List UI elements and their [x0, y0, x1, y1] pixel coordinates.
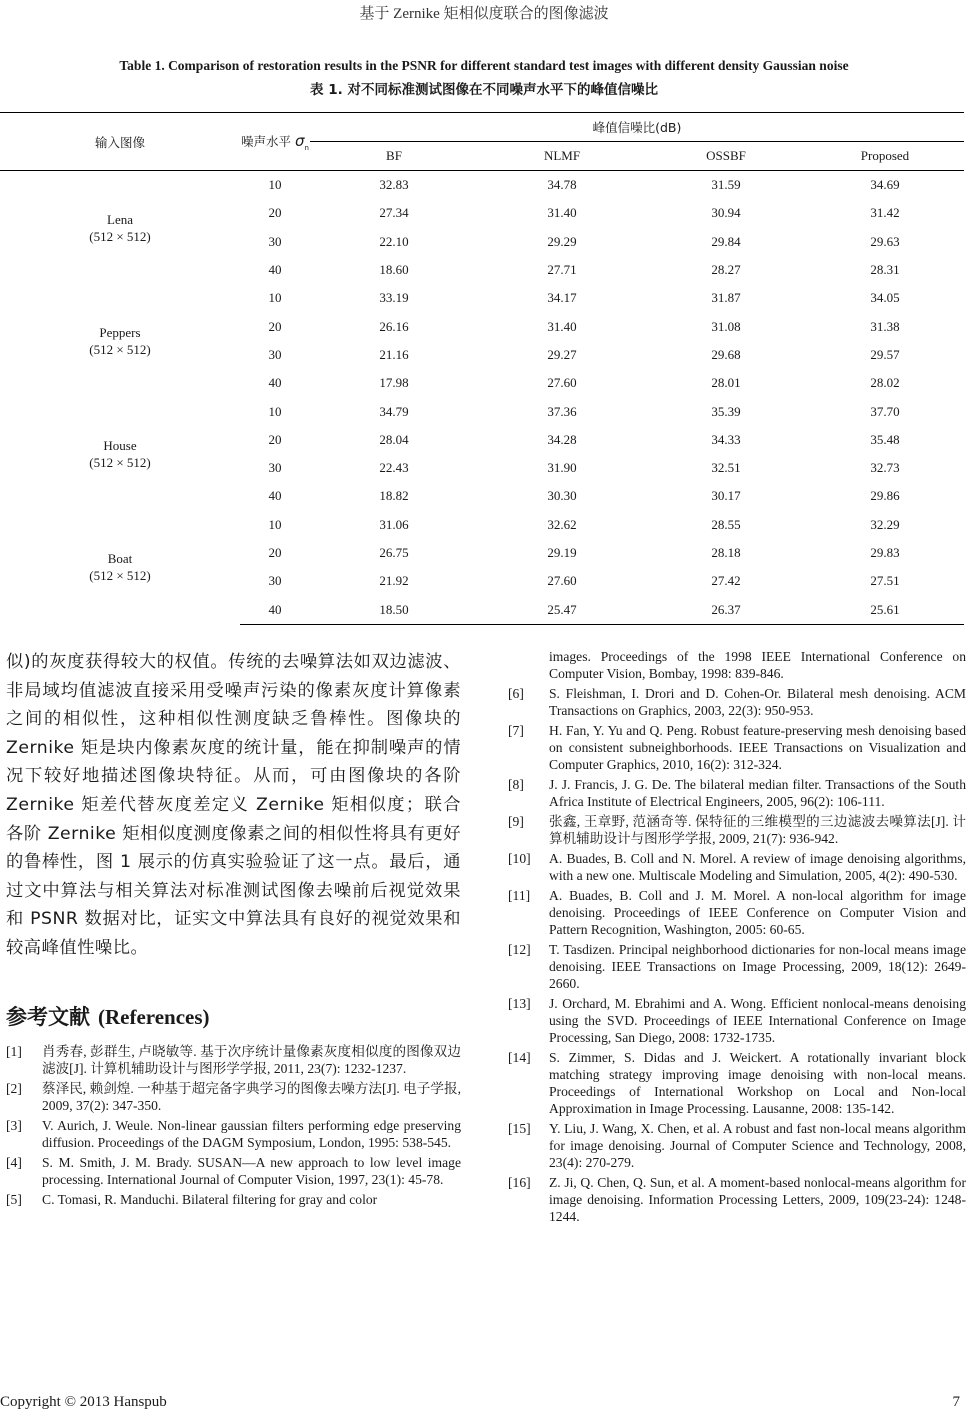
psnr-value-cell: 37.70: [870, 403, 900, 419]
reference-text: 张鑫, 王章野, 范涵奇等. 保特征的三维模型的三边滤波去噪算法[J]. 计算机辅助设计与图形学学报, 2009, 21(7): 936-942.: [549, 814, 966, 846]
psnr-value-cell: 34.69: [870, 177, 900, 193]
psnr-value-cell: 18.82: [379, 488, 409, 504]
header-method: Proposed: [806, 142, 964, 171]
reference-item: [6, 1191, 461, 1208]
reference-item: [508, 1049, 966, 1117]
reference-number: [7]: [508, 723, 524, 738]
sigma-symbol: $\sigma_n$: [295, 131, 309, 152]
reference-number: [11]: [508, 888, 531, 903]
psnr-value-cell: 29.63: [870, 233, 900, 249]
table-caption-en: Table 1. Comparison of restoration results in the PSNR for different standard test images with different density Gaussian noise: [119, 58, 849, 73]
image-size: (512 × 512): [89, 341, 151, 357]
references-heading: [6, 1001, 461, 1031]
right-column: [508, 648, 966, 1228]
reference-number: [1]: [6, 1043, 22, 1059]
psnr-value-cell: 32.73: [870, 460, 900, 476]
reference-number: [5]: [6, 1191, 22, 1207]
psnr-value-cell: 31.38: [870, 318, 900, 334]
psnr-value-cell: 27.34: [379, 205, 409, 221]
image-name-cell: [0, 284, 240, 397]
psnr-value-cell: 27.60: [547, 375, 577, 391]
references-title-en: (References): [98, 1004, 210, 1029]
reference-text: T. Tasdizen. Principal neighborhood dictionaries for non-local means image denoising. IEEE Transactions on Image Processing, 2009, 18(12): 2649-2660.: [549, 942, 966, 991]
reference-item: [508, 995, 966, 1046]
header-psnr-group: 峰值信噪比(dB): [310, 113, 964, 142]
reference-item: [508, 776, 966, 810]
reference-text: Y. Liu, J. Wang, X. Chen, et al. A robust and fast non-local means algorithm for image denoising. Journal of Computer Science and Technology, 2008, 23(4): 270-279.: [549, 1121, 966, 1170]
left-column: [6, 648, 461, 1211]
psnr-value-cell: 27.60: [547, 573, 577, 589]
reference-text: C. Tomasi, R. Manduchi. Bilateral filtering for gray and color: [42, 1191, 378, 1207]
psnr-value-cell: 29.68: [711, 346, 741, 362]
psnr-value-cell: 22.10: [379, 233, 409, 249]
table-caption-zh: 表 1. 对不同标准测试图像在不同噪声水平下的峰值信噪比: [310, 82, 658, 98]
psnr-value-cell: 26.75: [379, 545, 409, 560]
references-title-zh: 参考文献: [6, 1004, 90, 1029]
reference-text: A. Buades, B. Coll and J. M. Morel. A non-local algorithm for image denoising. Proceedings of IEEE Conference on Computer Vision and Pattern Recognition, Washington, 2005: 60-65.: [549, 888, 966, 937]
reference-text: A. Buades, B. Coll and N. Morel. A review of image denoising algorithms, with a new one. Multiscale Modeling and Simulation, 2005, 4(2): 490-530.: [549, 851, 966, 883]
noise-level-cell: 10: [268, 403, 282, 419]
image-size: (512 × 512): [89, 454, 151, 470]
noise-level-cell: 30: [268, 573, 282, 589]
reference-item: [6, 1117, 461, 1151]
psnr-value-cell: 29.83: [870, 545, 900, 560]
psnr-value-cell: 34.28: [547, 431, 577, 447]
image-name-cell: [0, 171, 240, 285]
noise-level-cell: 40: [268, 375, 282, 391]
noise-level-cell: 10: [268, 177, 282, 193]
psnr-value-cell: 34.17: [547, 290, 577, 306]
image-size: (512 × 512): [89, 568, 151, 584]
reference-item: [508, 813, 966, 847]
reference-number: [2]: [6, 1080, 22, 1096]
noise-level-cell: 10: [268, 290, 282, 306]
reference-number: [16]: [508, 1175, 531, 1190]
reference-item: [6, 1154, 461, 1188]
psnr-value-cell: 32.62: [547, 516, 577, 532]
psnr-value-cell: 31.08: [711, 318, 741, 334]
table-row: [0, 171, 964, 200]
reference-text: J. J. Francis, J. G. De. The bilateral median filter. Transactions of the South Africa Institute of Electrical Engineers, 2005, 96(2): 106-111.: [549, 777, 966, 809]
psnr-value-cell: 30.30: [547, 488, 577, 504]
psnr-value-cell: 32.29: [870, 516, 900, 532]
psnr-value-cell: 31.40: [547, 205, 577, 221]
image-name-cell: [0, 511, 240, 625]
psnr-table: [0, 112, 964, 625]
reference-text: Z. Ji, Q. Chen, Q. Sun, et al. A moment-based nonlocal-means algorithm for image denoising. Information Processing Letters, 2009, 109(23-24): 1248-1244.: [549, 1175, 966, 1224]
reference-number: [4]: [6, 1154, 22, 1170]
reference-text: 蔡泽民, 赖剑煌. 一种基于超完备字典学习的图像去噪方法[J]. 电子学报, 2009, 37(2): 347-350.: [42, 1080, 461, 1113]
psnr-value-cell: 35.48: [870, 431, 900, 447]
reference-item: [6, 1043, 461, 1077]
psnr-value-cell: 33.19: [379, 290, 409, 306]
psnr-value-cell: 37.36: [547, 403, 577, 419]
psnr-value-cell: 25.47: [478, 595, 646, 624]
page-number: 7: [952, 1394, 960, 1410]
noise-level-cell: 40: [240, 595, 310, 624]
psnr-value-cell: 28.18: [711, 545, 741, 560]
reference-text: 肖秀春, 彭群生, 卢晓敏等. 基于次序统计量像素灰度相似度的图像双边滤波[J]. 计算机辅助设计与图形学学报, 2011, 23(7): 1232-1237.: [42, 1043, 461, 1076]
psnr-table-container: [0, 112, 964, 625]
reference-text: V. Aurich, J. Weule. Non-linear gaussian filters performing edge preserving diffusion. Proceedings of the DAGM Symposium, London, 1995: 538-545.: [42, 1117, 461, 1150]
psnr-value-cell: 31.90: [547, 460, 577, 476]
psnr-value-cell: 29.19: [547, 545, 577, 560]
psnr-value-cell: 28.27: [711, 262, 741, 278]
psnr-value-cell: 17.98: [379, 375, 409, 391]
reference-item: [508, 887, 966, 938]
psnr-value-cell: 18.60: [379, 262, 409, 278]
header-input-image: 输入图像: [0, 113, 240, 171]
reference-number: [6]: [508, 686, 524, 701]
psnr-value-cell: 29.27: [547, 346, 577, 362]
reference-item: [508, 850, 966, 884]
psnr-value-cell: 29.86: [870, 488, 900, 504]
psnr-value-cell: 31.42: [870, 205, 900, 221]
psnr-value-cell: 26.16: [379, 318, 409, 334]
reference-number: [13]: [508, 996, 531, 1011]
image-name: Boat: [107, 551, 133, 567]
reference-number: [8]: [508, 777, 524, 792]
running-head: 基于 Zernike 矩相似度联合的图像滤波: [359, 6, 609, 22]
reference-number: [12]: [508, 942, 531, 957]
reference-continuation: images. Proceedings of the 1998 IEEE International Conference on Computer Vision, Bombay, 1998: 839-846.: [549, 649, 966, 681]
psnr-value-cell: 29.29: [547, 233, 577, 249]
references-list-left: [6, 1043, 461, 1208]
table-row: [0, 511, 964, 539]
psnr-value-cell: 30.94: [711, 205, 741, 221]
image-name: Lena: [107, 211, 133, 227]
reference-number: [15]: [508, 1121, 531, 1136]
psnr-value-cell: 27.71: [547, 262, 577, 278]
noise-level-cell: 20: [268, 318, 282, 334]
psnr-value-cell: 32.51: [711, 460, 741, 476]
header-noise-level: [240, 113, 310, 171]
psnr-value-cell: 25.61: [806, 595, 964, 624]
reference-text: J. Orchard, M. Ebrahimi and A. Wong. Efficient nonlocal-means denoising using the SVD. Proceedings of IEEE International Conference on Image Processing, San Diego, 2008: 1732-1735.: [549, 996, 966, 1045]
image-name: House: [103, 437, 137, 453]
psnr-value-cell: 28.01: [711, 375, 741, 391]
reference-number: [3]: [6, 1117, 22, 1133]
psnr-value-cell: 28.04: [379, 431, 409, 447]
psnr-value-cell: 31.40: [547, 318, 577, 334]
psnr-value-cell: 34.05: [870, 290, 900, 306]
psnr-value-cell: 34.78: [547, 177, 577, 193]
header-method: OSSBF: [646, 142, 806, 171]
noise-level-cell: 20: [268, 205, 282, 221]
image-name: Peppers: [99, 324, 141, 340]
noise-level-cell: 30: [268, 460, 282, 476]
reference-item: [508, 722, 966, 773]
reference-text: H. Fan, Y. Yu and Q. Peng. Robust feature-preserving mesh denoising based on consistent subneighborhoods. IEEE Transactions on Visualization and Computer Graphics, 2010, 16(2): 312-324.: [549, 723, 966, 772]
image-size: (512 × 512): [89, 228, 151, 244]
reference-text: S. Zimmer, S. Didas and J. Weickert. A rotationally invariant block matching strategy improving image denoising with non-local means. Proceedings of International Workshop on Local and Non-local Approximation in Image Processing. Lausanne, 2008: 135-142.: [549, 1050, 966, 1116]
table-row: [0, 397, 964, 425]
reference-item: [508, 1174, 966, 1225]
references-list-right: [508, 685, 966, 1225]
psnr-value-cell: 28.02: [870, 375, 900, 391]
noise-level-cell: 40: [268, 262, 282, 278]
reference-number: [14]: [508, 1050, 531, 1065]
psnr-value-cell: 29.57: [870, 346, 900, 362]
reference-text: S. Fleishman, I. Drori and D. Cohen-Or. Bilateral mesh denoising. ACM Transactions on Graphics, 2003, 22(3): 950-953.: [549, 686, 966, 718]
psnr-value-cell: 31.59: [711, 177, 741, 193]
psnr-value-cell: 34.33: [711, 431, 741, 447]
header-method: BF: [310, 142, 478, 171]
psnr-value-cell: 32.83: [379, 177, 409, 193]
reference-item: [6, 1080, 461, 1114]
header-method: NLMF: [478, 142, 646, 171]
psnr-table-body: [0, 171, 964, 625]
reference-item: [508, 1120, 966, 1171]
reference-item: [508, 685, 966, 719]
noise-level-cell: 10: [268, 516, 282, 532]
psnr-value-cell: 27.51: [870, 573, 900, 589]
noise-level-cell: 40: [268, 488, 282, 504]
reference-text: S. M. Smith, J. M. Brady. SUSAN—A new approach to low level image processing. International Journal of Computer Vision, 1997, 23(1): 45-78.: [42, 1154, 461, 1187]
body-paragraph: 似)的灰度获得较大的权值。传统的去噪算法如双边滤波、非局域均值滤波直接采用受噪声污染的像素灰度计算像素之间的相似性，这种相似性测度缺乏鲁棒性。图像块的 Zernike 矩是块内像素灰度的统计量，能在抑制噪声的情况下较好地描述图像块特征。从而，可由图像块的各阶 Zernike 矩差代替灰度差定义 Zernike 矩相似度；联合各阶 Zernike 矩相似度测度像素之间的相似性将具有更好的鲁棒性，图 1 展示的仿真实验验证了这一点。最后，通过文中算法与相关算法对标准测试图像去噪前后视觉效果和 PSNR 数据对比，证实文中算法具有良好的视觉效果和较高峰值性噪比。: [6, 652, 461, 958]
table-row: [0, 284, 964, 312]
psnr-value-cell: 31.06: [379, 516, 409, 532]
noise-level-cell: 20: [268, 545, 282, 560]
noise-level-cell: 30: [268, 346, 282, 362]
image-name-cell: [0, 397, 240, 510]
psnr-value-cell: 28.31: [870, 262, 900, 278]
noise-level-cell: 20: [268, 431, 282, 447]
psnr-value-cell: 26.37: [646, 595, 806, 624]
psnr-value-cell: 27.42: [711, 573, 741, 589]
psnr-value-cell: 18.50: [310, 595, 478, 624]
reference-number: [10]: [508, 851, 531, 866]
psnr-value-cell: 22.43: [379, 460, 409, 476]
psnr-value-cell: 28.55: [711, 516, 741, 532]
psnr-value-cell: 30.17: [711, 488, 741, 504]
reference-item: [508, 941, 966, 992]
psnr-value-cell: 21.92: [379, 573, 409, 589]
psnr-value-cell: 35.39: [711, 403, 741, 419]
footer-copyright: Copyright © 2013 Hanspub: [0, 1394, 167, 1410]
reference-number: [9]: [508, 814, 524, 829]
psnr-value-cell: 29.84: [711, 233, 741, 249]
header-noise-label: 噪声水平: [241, 133, 292, 149]
psnr-value-cell: 34.79: [379, 403, 409, 419]
psnr-value-cell: 31.87: [711, 290, 741, 306]
noise-level-cell: 30: [268, 233, 282, 249]
psnr-value-cell: 21.16: [379, 346, 409, 362]
